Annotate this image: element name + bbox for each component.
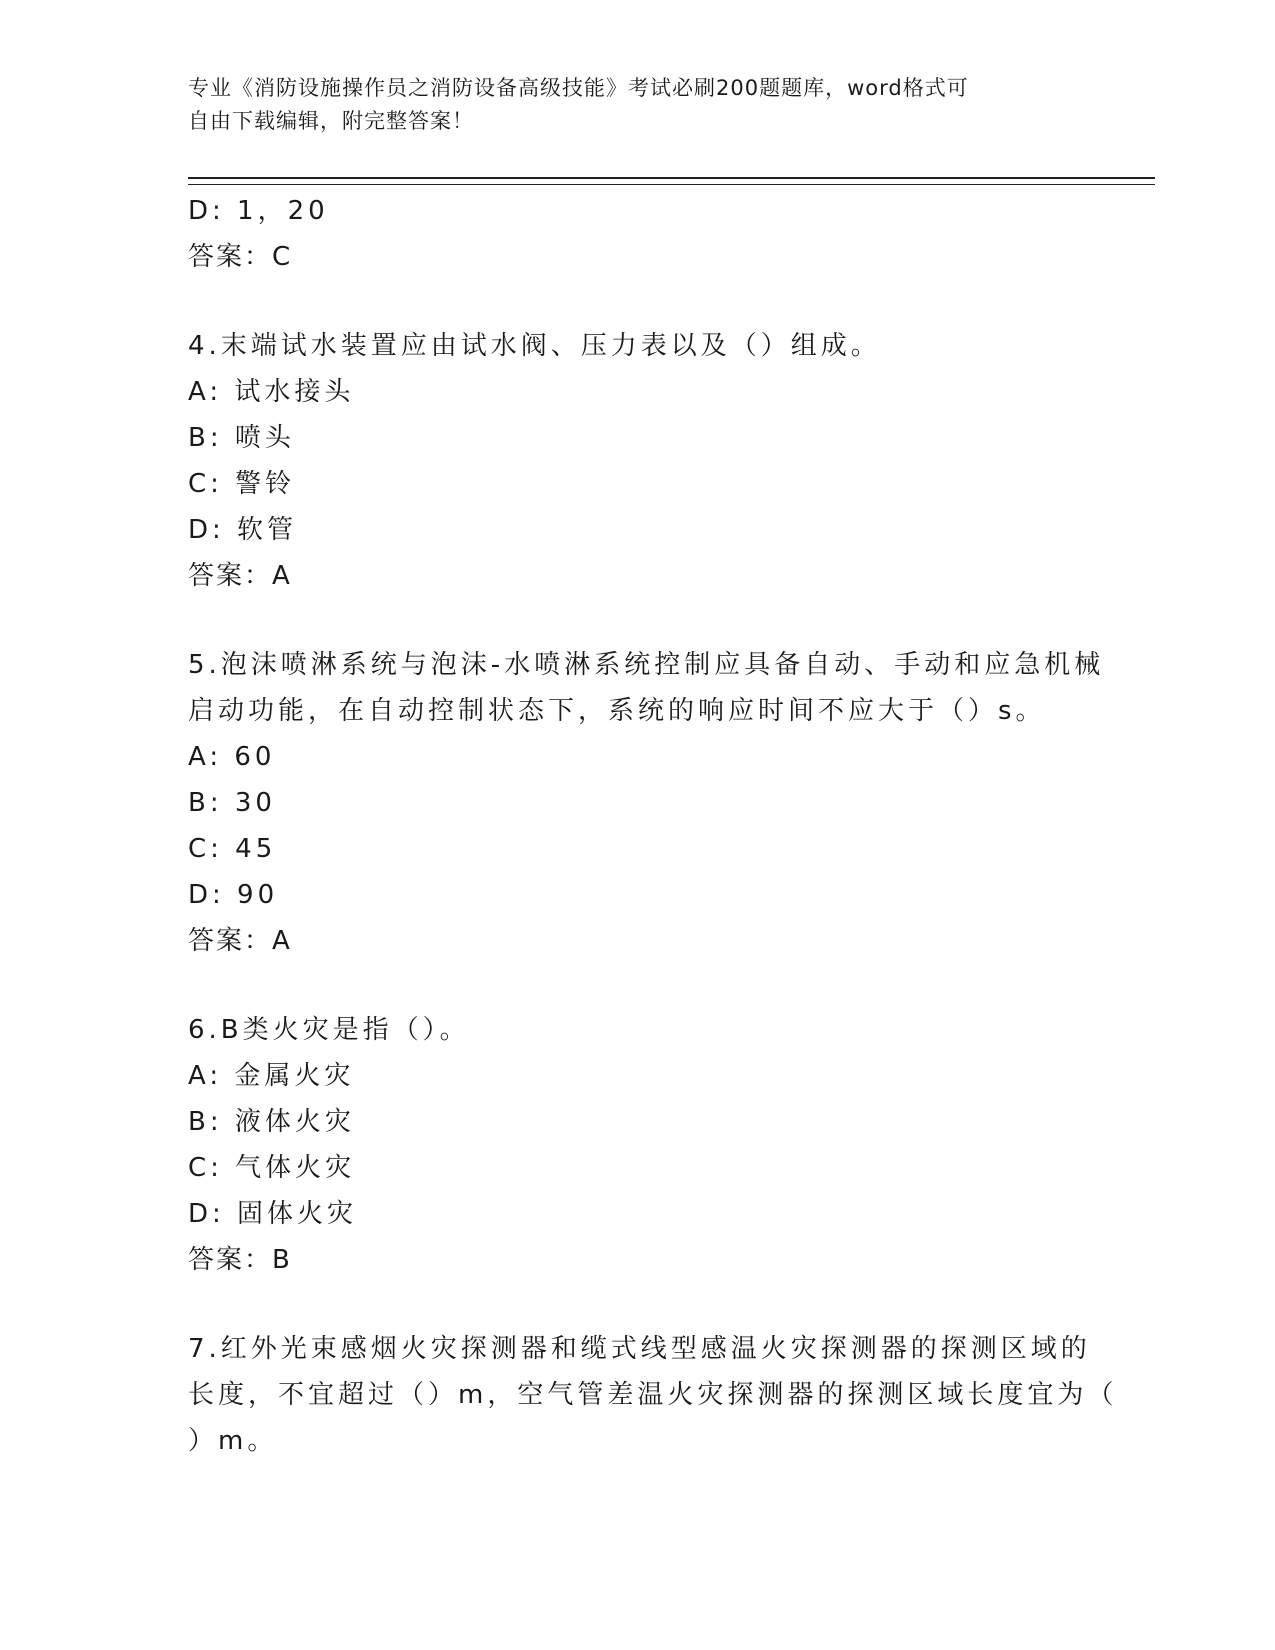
option-a: A: 试水接头 xyxy=(188,377,355,407)
option-c: C: 45 xyxy=(188,834,277,864)
header-divider xyxy=(188,177,1155,185)
question-6 xyxy=(188,1007,1088,1283)
option-c: C: 气体火灾 xyxy=(188,1153,356,1183)
answer: 答案：A xyxy=(188,561,292,591)
option-d: D: 固体火灾 xyxy=(188,1199,358,1229)
question-text: 6.B类火灾是指（）。 xyxy=(188,1015,470,1045)
question-4 xyxy=(188,323,1088,599)
option-b: B: 喷头 xyxy=(188,423,295,453)
answer: 答案：A xyxy=(188,926,292,956)
answer: 答案：B xyxy=(188,1245,292,1275)
option-b: B: 30 xyxy=(188,788,276,818)
question-text: 4.末端试水装置应由试水阀、压力表以及（）组成。 xyxy=(188,331,881,361)
question-text: 5.泡沫喷淋系统与泡沫-水喷淋系统控制应具备自动、手动和应急机械 启动功能，在自动控制状态下，系统的响应时间不应大于（）s。 xyxy=(188,650,1105,726)
option-d: D: 90 xyxy=(188,880,279,910)
document-body xyxy=(188,188,1118,1464)
header-line-1: 专业《消防设施操作员之消防设备高级技能》考试必刷200题题库，word格式可 xyxy=(188,76,969,100)
page-header xyxy=(188,72,1078,138)
option-d: D: 1，20 xyxy=(188,196,329,226)
option-a: A: 60 xyxy=(188,742,276,772)
question-text: 7.红外光束感烟火灾探测器和缆式线型感温火灾探测器的探测区域的 长度，不宜超过（）m，空气管差温火灾探测器的探测区域长度宜为（ ）m。 xyxy=(188,1334,1118,1456)
option-b: B: 液体火灾 xyxy=(188,1107,355,1137)
question-5 xyxy=(188,642,1105,964)
option-c: C: 警铃 xyxy=(188,469,296,499)
option-d: D: 软管 xyxy=(188,515,298,545)
header-line-2: 自由下载编辑，附完整答案！ xyxy=(188,109,474,133)
question-7 xyxy=(188,1326,1118,1464)
previous-question-tail xyxy=(188,188,1088,280)
option-a: A: 金属火灾 xyxy=(188,1061,355,1091)
answer: 答案：C xyxy=(188,242,293,272)
